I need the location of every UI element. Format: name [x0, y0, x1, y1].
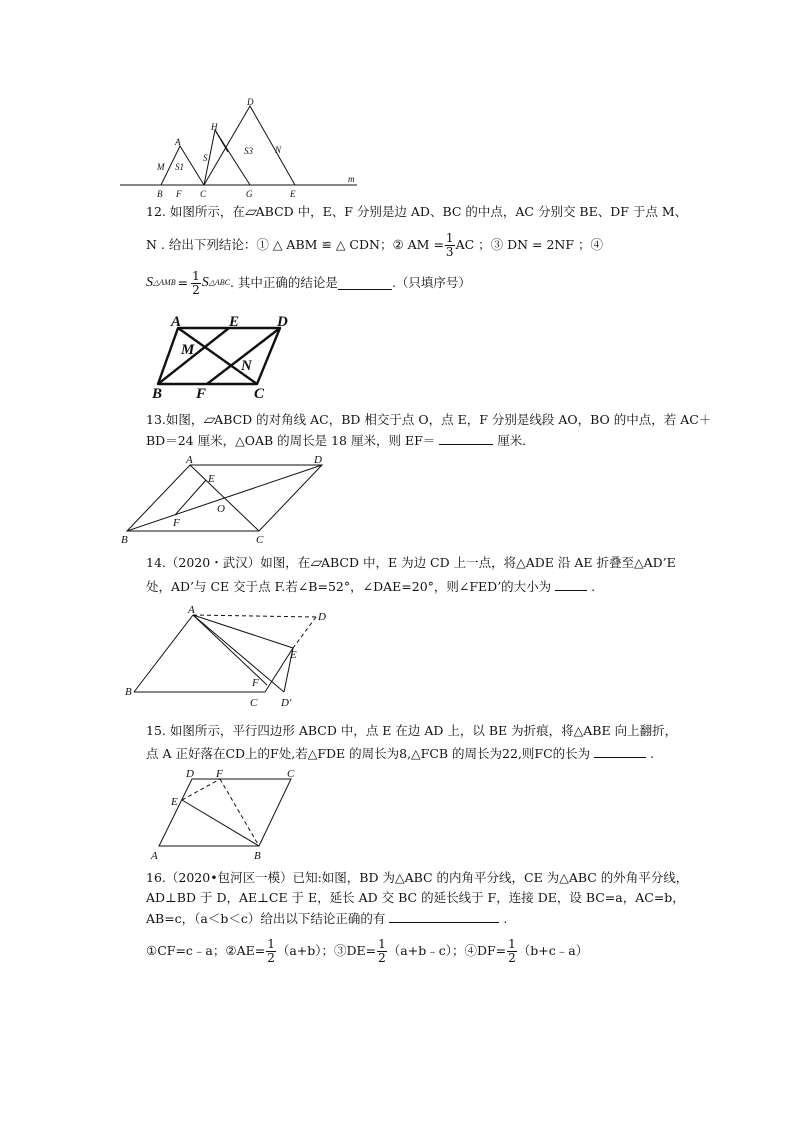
point-label: D [314, 454, 322, 466]
figure-q15-fold [145, 762, 305, 862]
point-label: D [277, 314, 288, 330]
answer-blank[interactable] [555, 578, 587, 591]
q14-line2: 处，AD’与 CE 交于点 F.若∠B=52°，∠DAE=20°，则∠FED’的大小为 . [146, 579, 596, 594]
point-label: A [175, 137, 181, 147]
q14-line1: 14.（2020・武汉）如图，在▱ABCD 中，E 为边 CD 上一点，将△ADE 沿 AE 折叠至△AD’E [146, 555, 676, 571]
point-label: B [121, 534, 128, 546]
region-label: S1 [175, 162, 184, 172]
point-label: D [318, 611, 326, 623]
point-label: E [171, 796, 178, 808]
point-label: C [256, 534, 264, 546]
point-label: C [200, 189, 207, 199]
region-label: S [203, 153, 208, 163]
point-label: B [152, 386, 163, 402]
point-label: B [254, 850, 261, 862]
point-label: C [287, 768, 295, 780]
q16-line2: AD⊥BD 于 D，AE⊥CE 于 E，延长 AD 交 BC 的延长线于 F，连接 DE，设 BC=a，AC=b， [146, 890, 685, 905]
point-label: A [188, 604, 195, 616]
point-label: M [181, 342, 195, 358]
point-label: E [290, 649, 297, 661]
figure-triangles-on-line [115, 95, 365, 200]
answer-blank[interactable] [594, 745, 646, 758]
point-label: F [176, 189, 182, 199]
answer-blank[interactable] [338, 277, 392, 290]
point-label: F [216, 768, 223, 780]
point-label: B [125, 686, 132, 698]
fraction-one-half: $\frac{1}{2}$ [192, 268, 200, 297]
q16-line3: AB=c，（a＜b＜c）给出以下结论正确的有 . [146, 911, 508, 926]
point-label: C [254, 386, 265, 402]
q15-line2: 点 A 正好落在CD上的F处,若△FDE 的周长为8,△FCB 的周长为22,则FC的长为 . [146, 746, 655, 761]
fraction-one-third: $\frac{1}{3}$ [445, 230, 454, 259]
point-label: F [196, 386, 207, 402]
fraction-one-half: $\frac{1}{2}$ [267, 936, 275, 965]
point-label: A [171, 314, 182, 330]
region-label: S3 [244, 146, 253, 156]
q12-line3: S △AMB = $\frac{1}{2}$ S △ABC . 其中正确的结论是 .（只填序号） [146, 268, 471, 297]
point-label: E [208, 473, 215, 485]
parallelogram-symbol: ▱ [310, 556, 321, 571]
point-label: N [275, 145, 282, 155]
q13-line2: BD＝24 厘米，△OAB 的周长是 18 厘米，则 EF＝ 厘米． [146, 433, 535, 448]
answer-blank[interactable] [439, 432, 493, 445]
point-label: E [290, 189, 296, 199]
point-label: D′ [281, 697, 292, 709]
point-label: N [241, 358, 252, 374]
line-label: m [348, 174, 355, 184]
parallelogram-symbol: ▱ [244, 205, 256, 220]
point-label: C [250, 697, 258, 709]
figure-q12-parallelogram [145, 308, 305, 403]
point-label: D [186, 768, 194, 780]
fraction-one-half: $\frac{1}{2}$ [508, 936, 516, 965]
point-label: B [157, 189, 163, 199]
point-label: A [186, 454, 193, 466]
point-label: D [247, 97, 254, 107]
point-label: H [211, 122, 218, 132]
q12-line1: 12. 如图所示，在▱ABCD 中，E、F 分别是边 AD、BC 的中点，AC 分别交 BE、DF 于点 M、 [146, 204, 688, 220]
point-label: O [217, 503, 225, 515]
point-label: F [173, 517, 180, 529]
point-label: E [229, 314, 240, 330]
q12-line2: N . 给出下列结论：① △ ABM ≌ △ CDN；② AM = $\frac{1}{3}$ AC ；③ DN = 2NF ；④ [146, 230, 604, 259]
figure-q13-parallelogram [115, 452, 335, 547]
point-label: G [246, 189, 253, 199]
point-label: M [157, 162, 165, 172]
q15-line1: 15. 如图所示，平行四边形 ABCD 中，点 E 在边 AD 上，以 BE 为折痕，将△ABE 向上翻折， [146, 723, 678, 738]
answer-blank[interactable] [389, 910, 499, 923]
parallelogram-symbol: ▱ [203, 413, 215, 428]
fraction-one-half: $\frac{1}{2}$ [378, 936, 386, 965]
q16-line4: ①CF=c﹣a；②AE= $\frac{1}{2}$ （a+b）；③DE= $\frac{1}{2}$ （a+b﹣c）；④DF= $\frac{1}{2}$ （b+c﹣a） [146, 936, 589, 965]
q13-line1: 13.如图，▱ABCD 的对角线 AC，BD 相交于点 O，点 E，F 分别是线段 AO，BO 的中点，若 AC＋ [146, 412, 712, 428]
point-label: A [151, 850, 158, 862]
q16-line1: 16.（2020•包河区一模）已知:如图，BD 为△ABC 的内角平分线，CE 为△ABC 的外角平分线， [146, 870, 689, 885]
point-label: F [252, 677, 259, 689]
figure-q14-fold [120, 600, 340, 710]
